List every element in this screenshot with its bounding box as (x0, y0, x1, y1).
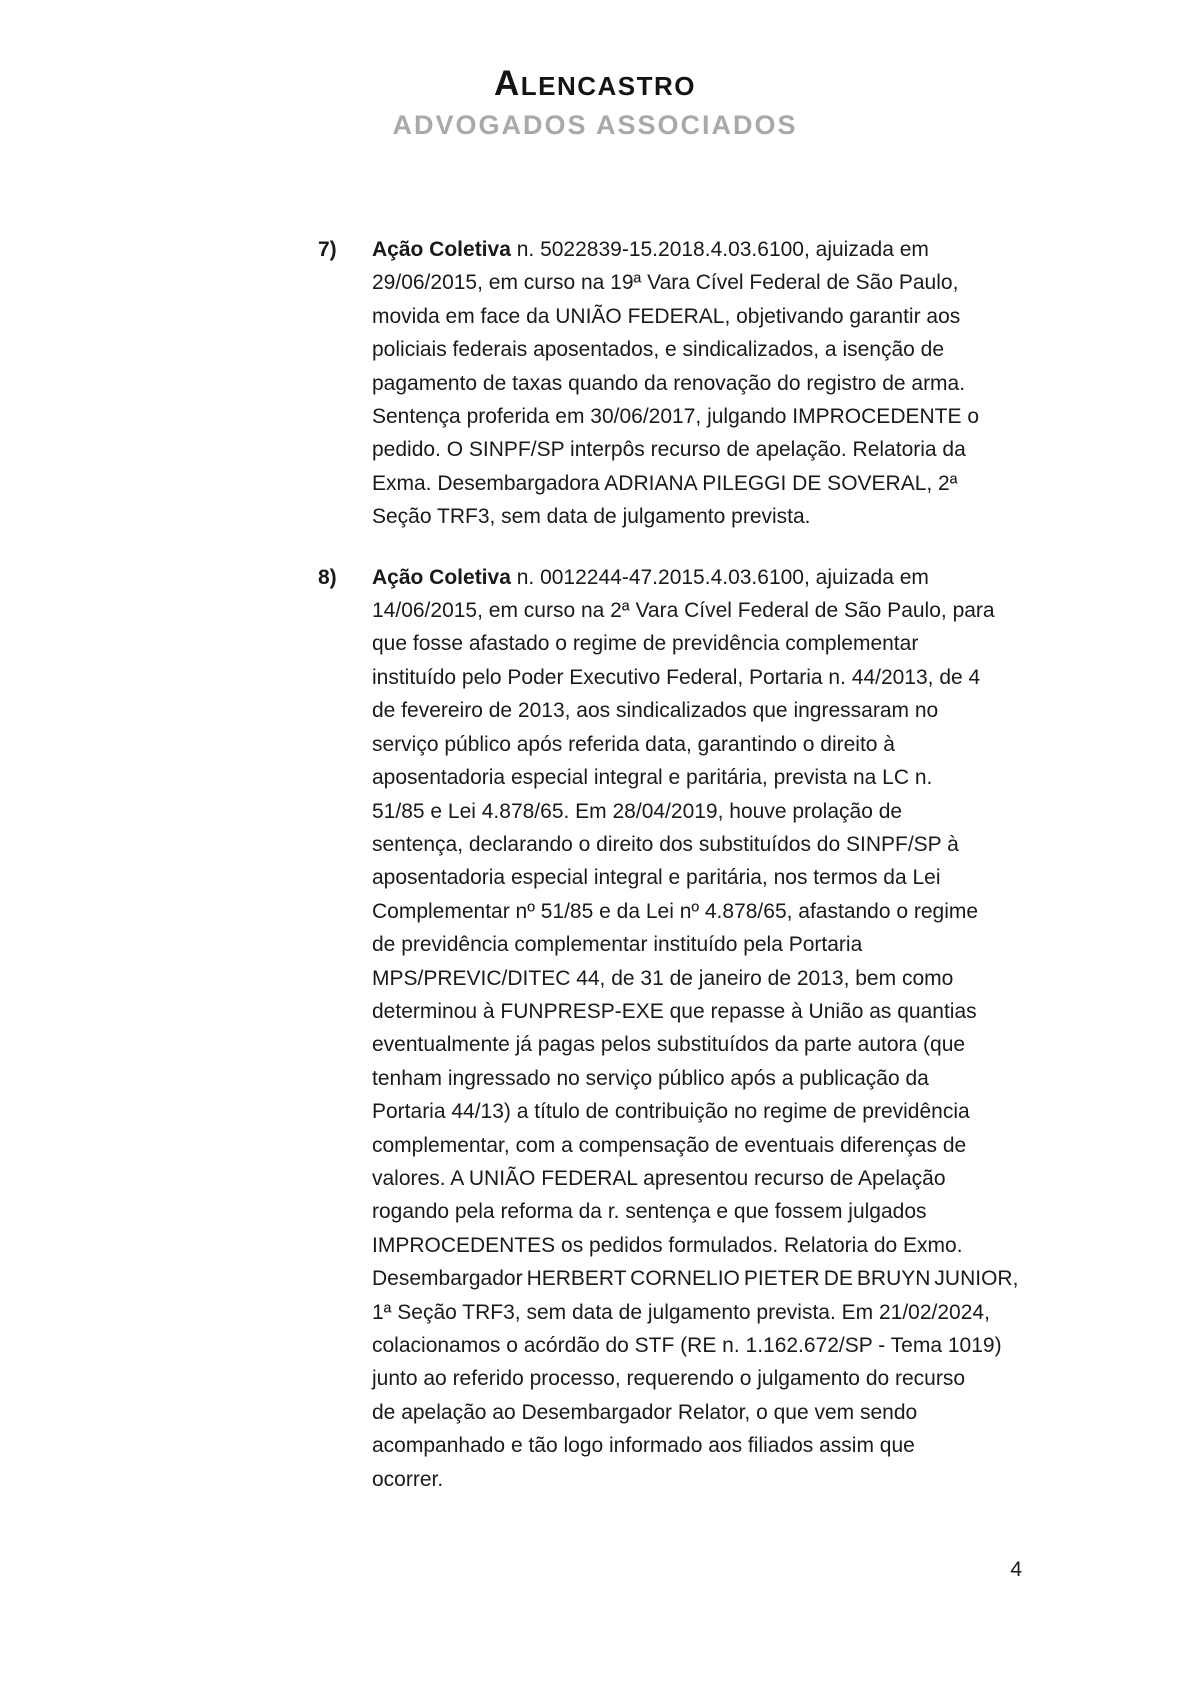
paragraph-line: 29/06/2015, em curso na 19ª Vara Cível Federal de São Paulo, (372, 271, 959, 295)
paragraph-line: junto ao referido processo, requerendo o julgamento do recurso (372, 1367, 966, 1391)
paragraph-line: aposentadoria especial integral e paritária, nos termos da Lei (372, 866, 941, 890)
paragraph-line: sentença, declarando o direito dos substituídos do SINPF/SP à (372, 832, 959, 856)
paragraph-line: Sentença proferida em 30/06/2017, julgando IMPROCEDENTE o (372, 405, 980, 429)
paragraph-line: pedido. O SINPF/SP interpôs recurso de apelação. Relatoria da (372, 438, 966, 462)
paragraph-line: 14/06/2015, em curso na 2ª Vara Cível Federal de São Paulo, para (372, 599, 995, 623)
paragraph-line: colacionamos o acórdão do STF (RE n. 1.162.672/SP - Tema 1019) (372, 1334, 1002, 1357)
paragraph-number: 8) (318, 565, 337, 589)
paragraph-line: de apelação ao Desembargador Relator, o que vem sendo (372, 1400, 918, 1424)
letterhead (0, 64, 1190, 140)
paragraph-line: instituído pelo Poder Executivo Federal, Portaria n. 44/2013, de 4 (372, 665, 981, 689)
paragraph-line: MPS/PREVIC/DITEC 44, de 31 de janeiro de 2013, bem como (372, 966, 954, 990)
paragraph-line: Complementar nº 51/85 e da Lei nº 4.878/65, afastando o regime (372, 899, 979, 923)
paragraph-line: Ação Coletiva n. 5022839-15.2018.4.03.6100, ajuizada em (372, 238, 929, 261)
paragraph-line: pagamento de taxas quando da renovação do registro de arma. (372, 371, 966, 395)
paragraph-line: policiais federais aposentados, e sindicalizados, a isenção de (372, 338, 945, 362)
paragraph-line: Desembargador HERBERT CORNELIO PIETER DE BRUYN JUNIOR, (372, 1267, 1019, 1291)
paragraph-line: tenham ingressado no serviço público após a publicação da (372, 1066, 929, 1090)
paragraph-number: 7) (318, 238, 337, 261)
paragraph-line: de previdência complementar instituído pela Portaria (372, 933, 863, 957)
paragraph-body (372, 561, 1018, 1496)
paragraph-lead-bold: Ação Coletiva (372, 565, 511, 589)
firm-name-rest: LENCASTRO (520, 71, 697, 101)
paragraph (318, 233, 1024, 534)
paragraph-line: Exma. Desembargadora ADRIANA PILEGGI DE SOVERAL, 2ª (372, 471, 958, 495)
paragraph-line: acompanhado e tão logo informado aos filiados assim que (372, 1434, 915, 1458)
paragraph-line: Seção TRF3, sem data de julgamento prevista. (372, 505, 811, 529)
paragraph-line: rogando pela reforma da r. sentença e que fossem julgados (372, 1200, 927, 1224)
paragraph-line: 51/85 e Lei 4.878/65. Em 28/04/2019, houve prolação de (372, 799, 903, 823)
paragraph-line: aposentadoria especial integral e paritária, prevista na LC n. (372, 766, 933, 790)
paragraph (318, 561, 1024, 1496)
paragraph-body (372, 233, 1018, 534)
paragraph-line: Portaria 44/13) a título de contribuição no regime de previdência (372, 1100, 970, 1124)
paragraph-line: IMPROCEDENTES os pedidos formulados. Relatoria do Exmo. (372, 1233, 963, 1257)
paragraph-line: de fevereiro de 2013, aos sindicalizados que ingressaram no (372, 699, 939, 723)
paragraph-line: ocorrer. (372, 1467, 444, 1491)
paragraph-line: movida em face da UNIÃO FEDERAL, objetivando garantir aos (372, 304, 961, 328)
firm-subtitle: ADVOGADOS ASSOCIADOS (392, 110, 798, 140)
paragraph-line: determinou à FUNPRESP-EXE que repasse à União as quantias (372, 999, 977, 1023)
paragraph-line: valores. A UNIÃO FEDERAL apresentou recurso de Apelação (372, 1166, 946, 1190)
paragraph-list (318, 233, 1024, 1523)
paragraph-line: que fosse afastado o regime de previdência complementar (372, 632, 919, 656)
paragraph-line: complementar, com a compensação de eventuais diferenças de (372, 1133, 967, 1157)
page-number: 4 (1010, 1558, 1022, 1581)
paragraph-line: serviço público após referida data, garantindo o direito à (372, 732, 895, 756)
firm-name (0, 64, 1190, 106)
paragraph-line: 1ª Seção TRF3, sem data de julgamento prevista. Em 21/02/2024, (372, 1300, 990, 1324)
paragraph-line: eventualmente já pagas pelos substituídos da parte autora (que (372, 1033, 966, 1057)
firm-name-initial: A (493, 64, 521, 103)
paragraph-lead-bold: Ação Coletiva (372, 238, 511, 261)
paragraph-line: Ação Coletiva n. 0012244-47.2015.4.03.6100, ajuizada em (372, 565, 929, 589)
